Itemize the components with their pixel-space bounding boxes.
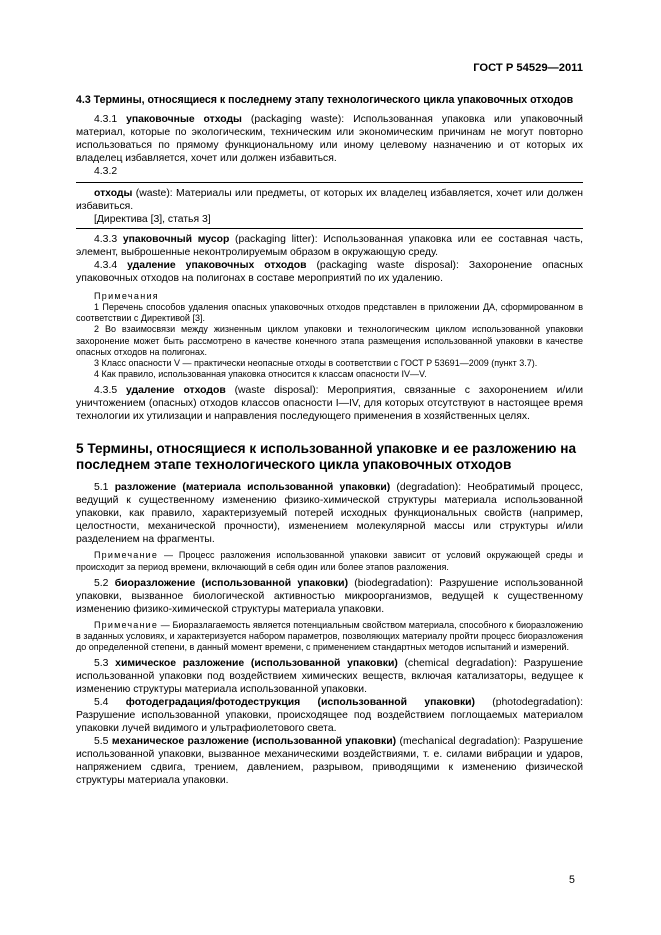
- term-4-3-1: 4.3.1 упаковочные отходы (packaging waste): Использованная упаковка или упаковочный материал, которые по экологическим, техническим или экономическим причинам не могут повторно использоваться по прямому функциональному или иному целевому назначению и от которых их владелец избавляется, хочет или должен избавиться.: [76, 114, 583, 164]
- term-4-3-2: отходы (waste): Материалы или предметы, от которых их владелец избавляется, хочет или должен избавиться.: [76, 188, 583, 212]
- term-5-5: 5.5 механическое разложение (использованной упаковки) (mechanical degradation): Разрушение использованной упаковки, вызванное механическими воздействиями, т. е. силами вибрации и ударов, напряжением сдвига, трением, давлением, разрывом, приводящими к изменению физической структуры материала упаковки.: [76, 736, 584, 787]
- note-1: 1 Перечень способов удаления опасных упаковочных отходов представлен в приложении ДА, сформированном в соответствии с Директивой [3].: [76, 302, 583, 324]
- note-3: 3 Класс опасности V — практически неопасные отходы в соответствии с ГОСТ Р 53691—2009 (пункт 3.7).: [94, 358, 538, 369]
- term-5-4: 5.4 фотодеградация/фотодеструкция (использованной упаковки) (photodegradation): Разрушение использованной упаковки, происходящее под воздействием поглощаемых материалом упаковки лучей видимого и ультрафиолетового света.: [76, 697, 583, 735]
- section-5-heading: 5 Термины, относящиеся к использованной упаковке и ее разложению на последнем этапе технологического цикла упаковочных отходов: [76, 441, 577, 473]
- term-5-1: 5.1 разложение (материала использованной упаковки) (degradation): Необратимый процесс, ведущий к существенному изменению физико-химической структуры материала использованной упаковки, как правило, характеризуемый потерей исходных функциональных свойств (например, целостности, механической прочности), изменением молекулярной массы или структуры и/или разделением на фрагменты.: [76, 482, 583, 546]
- quoted-term-box: [76, 182, 583, 229]
- note-5-1: Примечание — Процесс разложения использованной упаковки зависит от условий окружающей среды и происходит за период времени, включающий в себя один или более этапов разложения.: [76, 550, 583, 572]
- term-4-3-2-source: [Директива [3], статья 3]: [94, 214, 211, 225]
- term-4-3-3: 4.3.3 упаковочный мусор (packaging litter): Использованная упаковка или ее составная часть, элемент, выброшенные неконтролируемым образом в окружающую среду.: [76, 234, 583, 258]
- standard-number: ГОСТ Р 54529—2011: [473, 62, 583, 74]
- note-4: 4 Как правило, использованная упаковка относится к классам опасности IV—V.: [94, 369, 427, 380]
- term-4-3-2-number: 4.3.2: [94, 166, 118, 177]
- term-4-3-4: 4.3.4 удаление упаковочных отходов (packaging waste disposal): Захоронение опасных упаковочных отходов на полигонах в составе мероприятий по их удалению.: [76, 260, 583, 284]
- term-4-3-5: 4.3.5 удаление отходов (waste disposal): Мероприятия, связанные с захоронением и/или уничтожением (опасных) отходов классов опасности I—IV, для которых отсутствуют в настоящее время технологии их утилизации и направления последующего применения в хозяйственных целях.: [76, 385, 583, 423]
- term-5-3: 5.3 химическое разложение (использованной упаковки) (chemical degradation): Разрушение использованной упаковки под воздействием химических веществ, включая катализаторы, ведущее к изменению структуры материала использованной упаковки.: [76, 658, 583, 696]
- page-content: [76, 94, 583, 787]
- note-2: 2 Во взаимосвязи между жизненным циклом упаковки и технологическим циклом использованной упаковки захоронение может быть рассмотрено в качестве конечного этапа размещения использованной упаковки в качестве опасных отходов на полигонах.: [76, 324, 583, 357]
- page-number: 5: [569, 874, 575, 886]
- section-4-3-heading: 4.3 Термины, относящиеся к последнему этапу технологического цикла упаковочных отходов: [76, 94, 574, 106]
- notes-title: Примечания: [94, 291, 159, 301]
- note-5-2: Примечание — Биоразлагаемость является потенциальным свойством материала, способного к биоразложению в заданных условиях, и характеризуется набором параметров, позволяющих материалу пройти процесс биоразложения до определенной степени, в данный момент времени, с применением стандартных методов испытаний и измерений.: [76, 619, 583, 653]
- term-5-2: 5.2 биоразложение (использованной упаковки) (biodegradation): Разрушение использованной упаковки, вызванное биологической активностью микроорганизмов, ведущей к существенному изменению физико-химической структуры материала упаковки.: [76, 577, 583, 615]
